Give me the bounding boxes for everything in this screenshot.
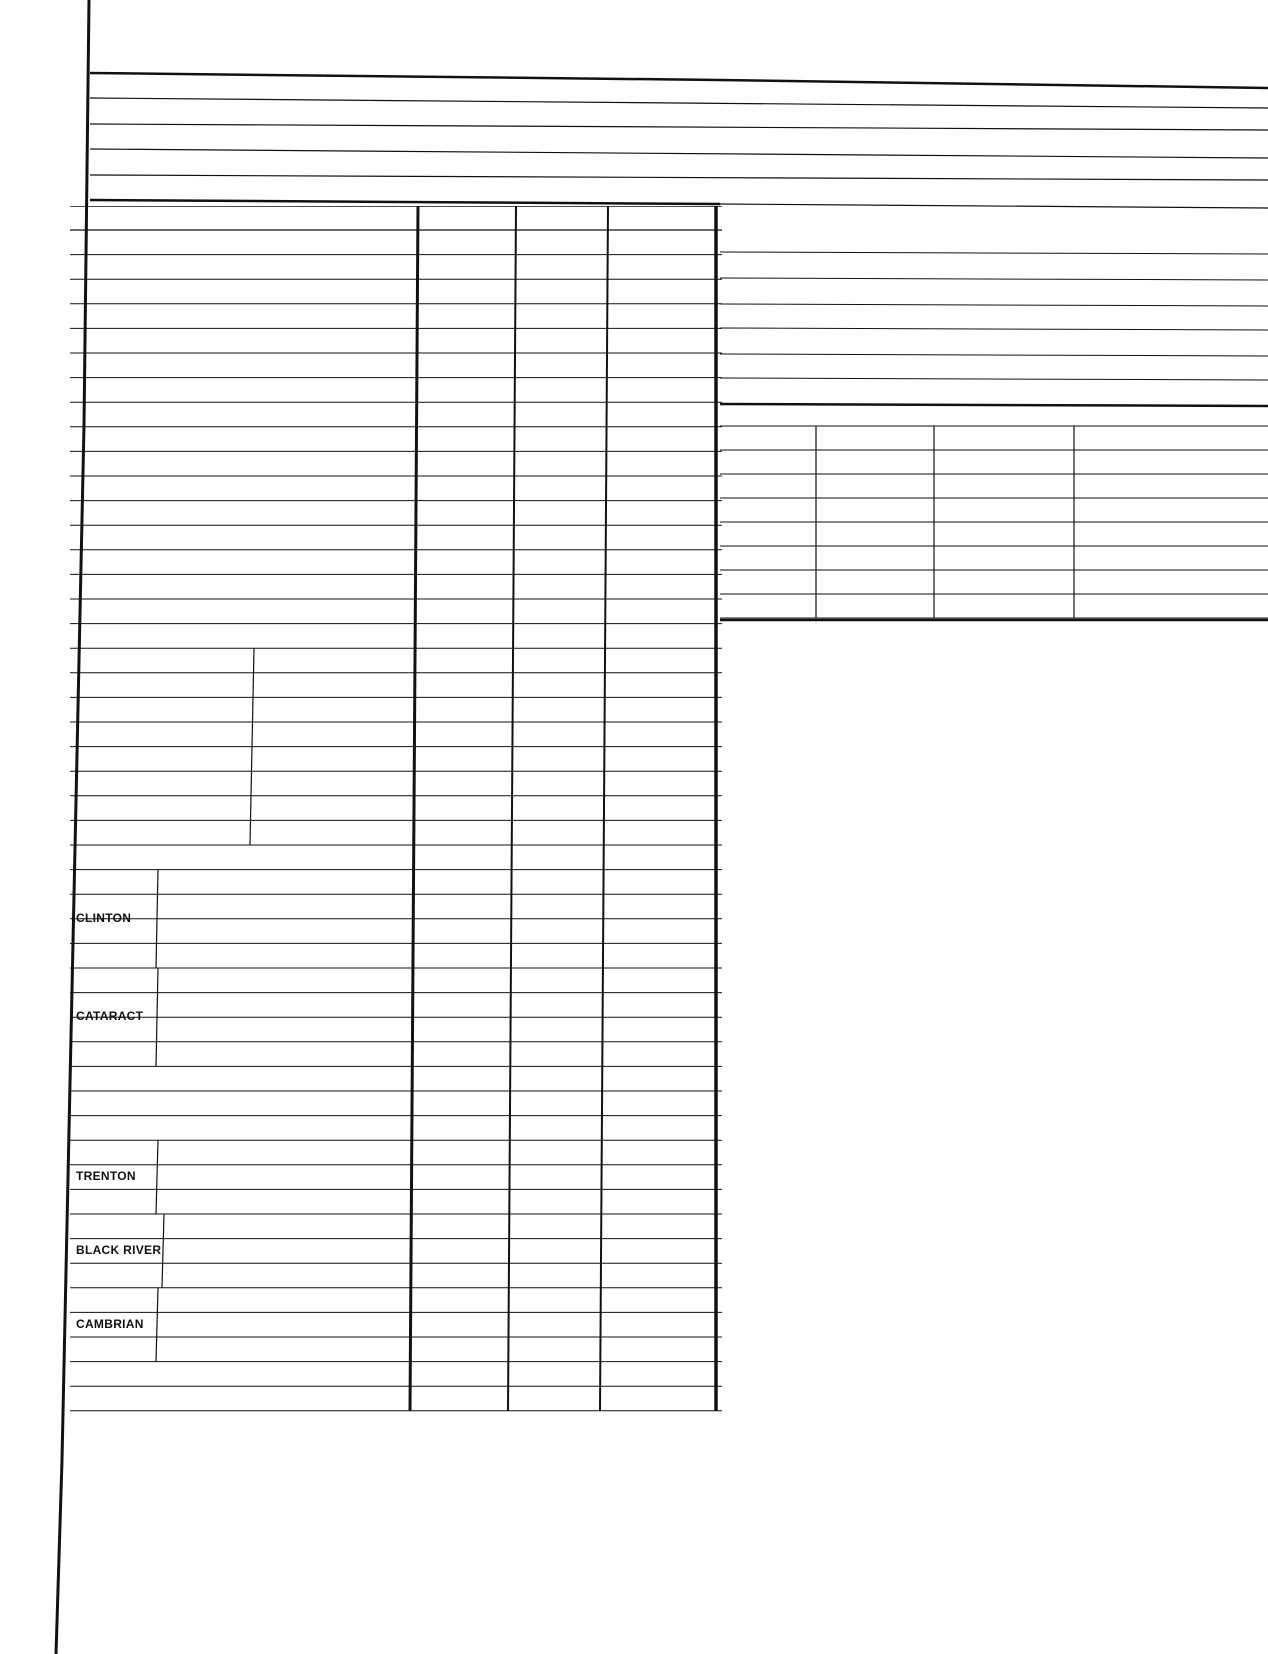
formations-grid: [70, 206, 722, 1464]
bottom-section: [56, 1462, 1268, 1654]
formation-group-black-river: BLACK RIVER: [76, 1242, 162, 1257]
formation-group-cambrian: CAMBRIAN: [76, 1316, 144, 1331]
bottom-grid: [56, 1462, 1268, 1654]
right-column: [720, 206, 1268, 1464]
formation-group-cataract: CATARACT: [76, 1009, 144, 1024]
formation-group-clinton: CLINTON: [76, 910, 132, 925]
right-column-grid: [720, 206, 1268, 1464]
formation-group-trenton: TRENTON: [76, 1169, 136, 1184]
geological-formations-table: [70, 206, 722, 1464]
